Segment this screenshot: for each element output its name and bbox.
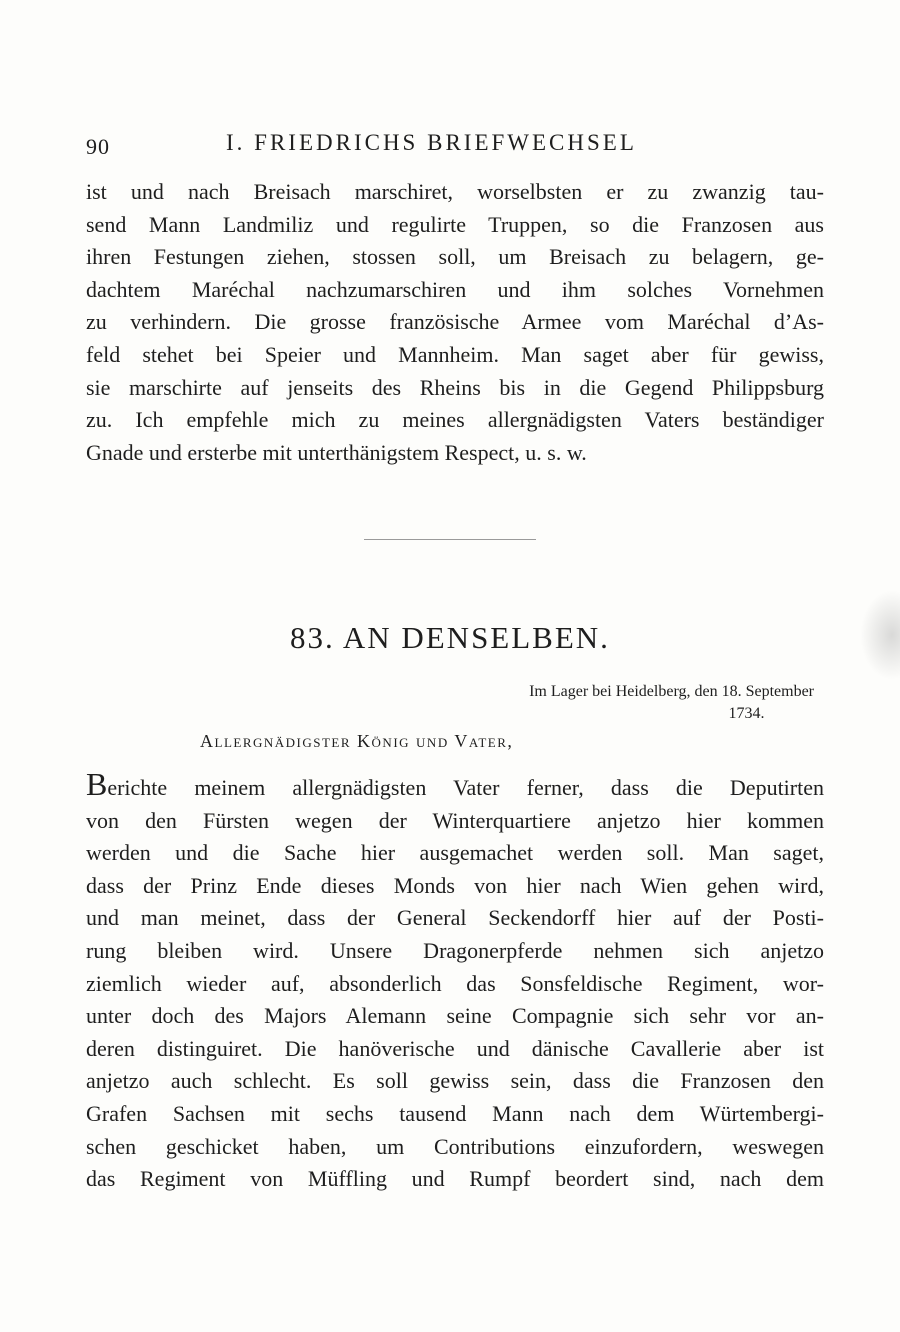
text-line: dachtem Maréchal nachzumarschiren und ihm solches Vornehmen: [86, 276, 824, 302]
text-line: anjetzo auch schlecht. Es soll gewiss sein, dass die Franzosen den: [86, 1068, 824, 1094]
text-line: send Mann Landmiliz und regulirte Truppen, so die Franzosen aus: [86, 211, 824, 237]
text-line: Grafen Sachsen mit sechs tausend Mann nach dem Würtembergi-: [86, 1100, 824, 1126]
text-line: und man meinet, dass der General Seckendorff hier auf der Posti-: [86, 905, 824, 931]
running-head: [86, 130, 826, 164]
text-line-first: [86, 766, 824, 805]
text-line: ziemlich wieder auf, absonderlich das Sonsfeldische Regiment, wor-: [86, 970, 824, 996]
dateline-place-date: Im Lager bei Heidelberg, den 18. September: [529, 683, 814, 700]
text-line: ihren Festungen ziehen, stossen soll, um Breisach zu belagern, ge-: [86, 244, 824, 270]
text-line: unter doch des Majors Alemann seine Compagnie sich sehr vor an-: [86, 1003, 824, 1029]
text-line: ist und nach Breisach marschiret, worselbsten er zu zwanzig tau-: [86, 179, 824, 204]
text-line: das Regiment von Müffling und Rumpf beordert sind, nach dem: [86, 1166, 824, 1192]
dateline-year: 1734.: [728, 705, 765, 722]
text-line: deren distinguiret. Die hanöverische und dänische Cavallerie aber ist: [86, 1035, 824, 1061]
text-line: von den Fürsten wegen der Winterquartiere anjetzo hier kommen: [86, 807, 824, 833]
running-title: I. FRIEDRICHS BRIEFWECHSEL: [226, 130, 637, 155]
letter-heading: 83. AN DENSELBEN.: [290, 620, 610, 655]
text-line: dass der Prinz Ende dieses Monds von hier nach Wien gehen wird,: [86, 872, 824, 898]
text-line: sie marschirte auf jenseits des Rheins bis in die Gegend Philippsburg: [86, 374, 824, 400]
continued-letter-text: [86, 176, 824, 469]
first-line-text: erichte meinem allergnädigsten Vater ferner, dass die Deputirten: [107, 775, 824, 800]
text-line: Gnade und ersterbe mit unterthänigstem Respect, u. s. w.: [86, 439, 587, 465]
text-line: schen geschicket haben, um Contributions einzufordern, weswegen: [86, 1133, 824, 1159]
text-line: zu. Ich empfehle mich zu meines allergnädigsten Vaters beständiger: [86, 407, 824, 433]
text-line: zu verhindern. Die grosse französische Armee vom Maréchal d’As-: [86, 309, 824, 335]
text-line: rung bleiben wird. Unsere Dragonerpferde nehmen sich anjetzo: [86, 937, 824, 963]
section-divider: [364, 539, 536, 540]
letter-salutation: Allergnädigster König und Vater,: [200, 731, 514, 751]
page-smudge: [860, 590, 900, 680]
letter-body: [86, 766, 824, 1196]
letter-dateline: [529, 681, 814, 725]
drop-cap: B: [86, 766, 108, 802]
page-number: 90: [86, 134, 110, 159]
text-line: werden und die Sache hier ausgemachet werden soll. Man saget,: [86, 840, 824, 866]
text-line: feld stehet bei Speier und Mannheim. Man saget aber für gewiss,: [86, 341, 824, 367]
